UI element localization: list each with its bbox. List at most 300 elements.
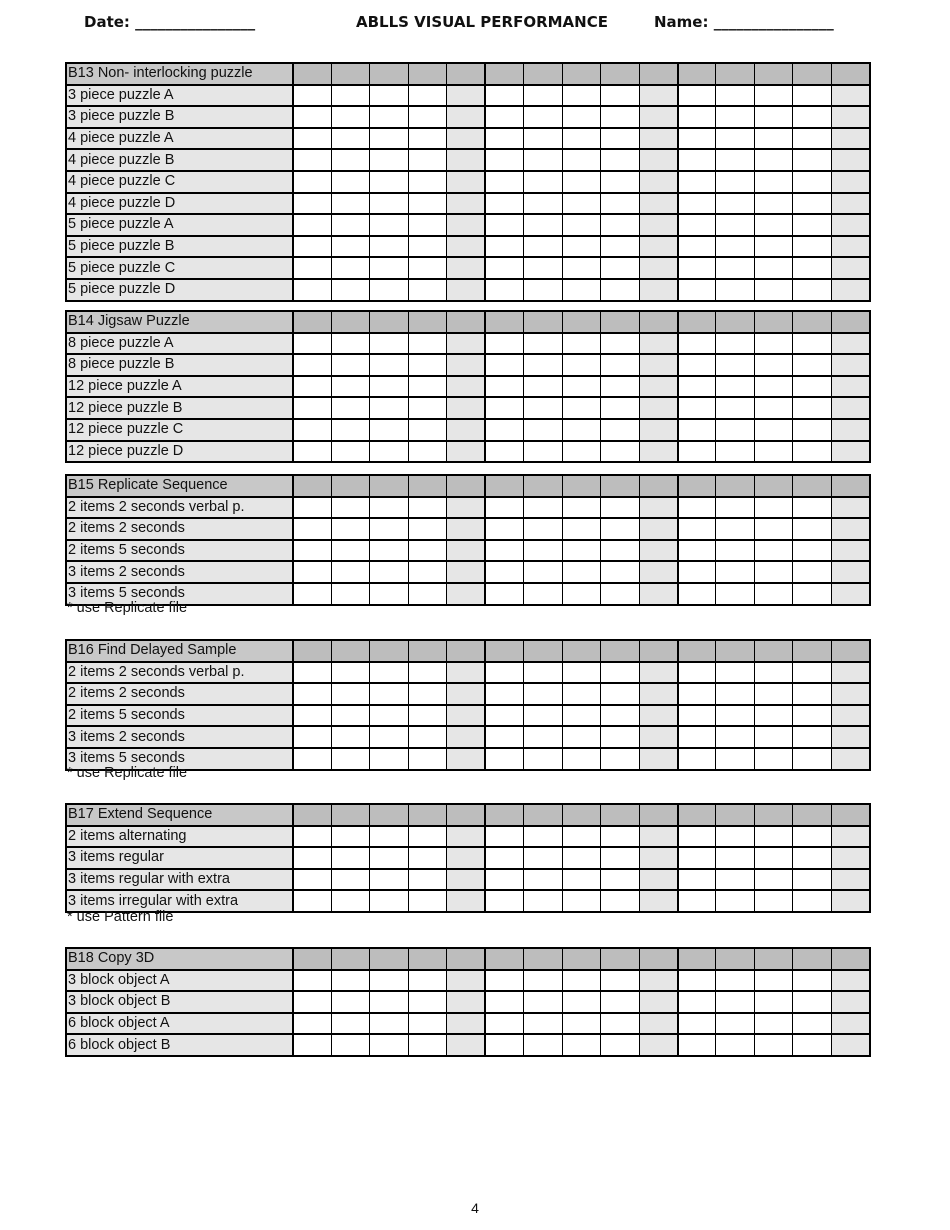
score-cell[interactable]	[754, 518, 792, 540]
score-cell[interactable]	[370, 869, 408, 891]
score-cell[interactable]	[601, 705, 639, 727]
score-cell[interactable]	[293, 1034, 331, 1056]
score-cell[interactable]	[524, 214, 562, 236]
score-cell[interactable]	[485, 540, 523, 562]
score-cell[interactable]	[485, 583, 523, 605]
score-cell[interactable]	[524, 662, 562, 684]
score-cell[interactable]	[485, 726, 523, 748]
score-cell[interactable]	[370, 441, 408, 463]
score-cell[interactable]	[754, 106, 792, 128]
score-cell[interactable]	[331, 583, 369, 605]
score-cell[interactable]	[293, 333, 331, 355]
score-cell[interactable]	[331, 991, 369, 1013]
score-cell[interactable]	[601, 826, 639, 848]
score-cell[interactable]	[293, 475, 331, 497]
score-cell[interactable]	[408, 1034, 446, 1056]
score-cell[interactable]	[831, 441, 870, 463]
score-cell[interactable]	[524, 869, 562, 891]
score-cell[interactable]	[447, 991, 485, 1013]
score-cell[interactable]	[447, 726, 485, 748]
score-cell[interactable]	[524, 561, 562, 583]
score-cell[interactable]	[447, 662, 485, 684]
score-cell[interactable]	[370, 804, 408, 826]
score-cell[interactable]	[293, 970, 331, 992]
score-cell[interactable]	[447, 826, 485, 848]
score-cell[interactable]	[601, 869, 639, 891]
score-cell[interactable]	[754, 397, 792, 419]
score-cell[interactable]	[485, 354, 523, 376]
score-cell[interactable]	[716, 847, 754, 869]
score-cell[interactable]	[370, 85, 408, 107]
score-cell[interactable]	[485, 441, 523, 463]
score-cell[interactable]	[754, 991, 792, 1013]
score-cell[interactable]	[524, 970, 562, 992]
score-cell[interactable]	[331, 354, 369, 376]
score-cell[interactable]	[601, 193, 639, 215]
score-cell[interactable]	[793, 826, 831, 848]
score-cell[interactable]	[408, 333, 446, 355]
score-cell[interactable]	[601, 419, 639, 441]
score-cell[interactable]	[408, 826, 446, 848]
score-cell[interactable]	[754, 826, 792, 848]
score-cell[interactable]	[678, 970, 716, 992]
score-cell[interactable]	[524, 497, 562, 519]
score-cell[interactable]	[331, 748, 369, 770]
score-cell[interactable]	[639, 640, 677, 662]
score-cell[interactable]	[562, 1013, 600, 1035]
score-cell[interactable]	[716, 869, 754, 891]
score-cell[interactable]	[678, 85, 716, 107]
score-cell[interactable]	[370, 354, 408, 376]
score-cell[interactable]	[601, 748, 639, 770]
score-cell[interactable]	[754, 214, 792, 236]
score-cell[interactable]	[716, 128, 754, 150]
score-cell[interactable]	[524, 279, 562, 301]
score-cell[interactable]	[831, 948, 870, 970]
score-cell[interactable]	[716, 748, 754, 770]
score-cell[interactable]	[793, 948, 831, 970]
score-cell[interactable]	[831, 991, 870, 1013]
score-cell[interactable]	[370, 890, 408, 912]
score-cell[interactable]	[562, 333, 600, 355]
score-cell[interactable]	[370, 662, 408, 684]
score-cell[interactable]	[447, 376, 485, 398]
score-cell[interactable]	[293, 847, 331, 869]
score-cell[interactable]	[370, 279, 408, 301]
score-cell[interactable]	[639, 518, 677, 540]
score-cell[interactable]	[601, 85, 639, 107]
score-cell[interactable]	[793, 475, 831, 497]
score-cell[interactable]	[447, 540, 485, 562]
score-cell[interactable]	[293, 726, 331, 748]
score-cell[interactable]	[754, 333, 792, 355]
score-cell[interactable]	[331, 106, 369, 128]
score-cell[interactable]	[793, 257, 831, 279]
score-cell[interactable]	[293, 1013, 331, 1035]
score-cell[interactable]	[601, 991, 639, 1013]
score-cell[interactable]	[331, 847, 369, 869]
score-cell[interactable]	[793, 583, 831, 605]
score-cell[interactable]	[716, 948, 754, 970]
score-cell[interactable]	[408, 279, 446, 301]
score-cell[interactable]	[331, 214, 369, 236]
score-cell[interactable]	[639, 193, 677, 215]
score-cell[interactable]	[370, 518, 408, 540]
score-cell[interactable]	[370, 376, 408, 398]
score-cell[interactable]	[678, 376, 716, 398]
score-cell[interactable]	[524, 991, 562, 1013]
score-cell[interactable]	[678, 149, 716, 171]
score-cell[interactable]	[716, 397, 754, 419]
score-cell[interactable]	[831, 149, 870, 171]
score-cell[interactable]	[678, 991, 716, 1013]
score-cell[interactable]	[408, 63, 446, 85]
score-cell[interactable]	[370, 397, 408, 419]
score-cell[interactable]	[485, 128, 523, 150]
score-cell[interactable]	[331, 236, 369, 258]
score-cell[interactable]	[408, 106, 446, 128]
score-cell[interactable]	[408, 236, 446, 258]
score-cell[interactable]	[524, 804, 562, 826]
score-cell[interactable]	[678, 106, 716, 128]
score-cell[interactable]	[447, 419, 485, 441]
score-cell[interactable]	[601, 333, 639, 355]
score-cell[interactable]	[485, 890, 523, 912]
score-cell[interactable]	[370, 540, 408, 562]
score-cell[interactable]	[370, 948, 408, 970]
score-cell[interactable]	[793, 540, 831, 562]
score-cell[interactable]	[639, 419, 677, 441]
score-cell[interactable]	[562, 128, 600, 150]
score-cell[interactable]	[562, 518, 600, 540]
score-cell[interactable]	[562, 311, 600, 333]
score-cell[interactable]	[331, 279, 369, 301]
score-cell[interactable]	[485, 85, 523, 107]
score-cell[interactable]	[447, 128, 485, 150]
score-cell[interactable]	[447, 683, 485, 705]
score-cell[interactable]	[754, 705, 792, 727]
score-cell[interactable]	[562, 63, 600, 85]
score-cell[interactable]	[716, 279, 754, 301]
score-cell[interactable]	[524, 683, 562, 705]
score-cell[interactable]	[831, 236, 870, 258]
score-cell[interactable]	[408, 948, 446, 970]
score-cell[interactable]	[370, 1034, 408, 1056]
score-cell[interactable]	[831, 1034, 870, 1056]
score-cell[interactable]	[793, 128, 831, 150]
score-cell[interactable]	[716, 214, 754, 236]
score-cell[interactable]	[754, 683, 792, 705]
score-cell[interactable]	[754, 85, 792, 107]
score-cell[interactable]	[601, 311, 639, 333]
score-cell[interactable]	[678, 518, 716, 540]
score-cell[interactable]	[793, 441, 831, 463]
score-cell[interactable]	[678, 948, 716, 970]
score-cell[interactable]	[678, 890, 716, 912]
score-cell[interactable]	[562, 354, 600, 376]
score-cell[interactable]	[524, 948, 562, 970]
score-cell[interactable]	[678, 748, 716, 770]
score-cell[interactable]	[293, 948, 331, 970]
score-cell[interactable]	[793, 311, 831, 333]
score-cell[interactable]	[601, 279, 639, 301]
score-cell[interactable]	[562, 193, 600, 215]
score-cell[interactable]	[793, 1013, 831, 1035]
score-cell[interactable]	[408, 804, 446, 826]
score-cell[interactable]	[716, 662, 754, 684]
score-cell[interactable]	[447, 106, 485, 128]
score-cell[interactable]	[331, 804, 369, 826]
score-cell[interactable]	[831, 804, 870, 826]
score-cell[interactable]	[831, 826, 870, 848]
score-cell[interactable]	[447, 85, 485, 107]
score-cell[interactable]	[447, 804, 485, 826]
score-cell[interactable]	[293, 890, 331, 912]
score-cell[interactable]	[370, 236, 408, 258]
score-cell[interactable]	[754, 354, 792, 376]
score-cell[interactable]	[754, 662, 792, 684]
score-cell[interactable]	[639, 214, 677, 236]
score-cell[interactable]	[562, 540, 600, 562]
score-cell[interactable]	[754, 441, 792, 463]
score-cell[interactable]	[370, 311, 408, 333]
score-cell[interactable]	[485, 748, 523, 770]
score-cell[interactable]	[716, 236, 754, 258]
score-cell[interactable]	[293, 583, 331, 605]
score-cell[interactable]	[485, 804, 523, 826]
score-cell[interactable]	[639, 397, 677, 419]
score-cell[interactable]	[793, 214, 831, 236]
score-cell[interactable]	[601, 683, 639, 705]
score-cell[interactable]	[601, 171, 639, 193]
score-cell[interactable]	[831, 171, 870, 193]
score-cell[interactable]	[447, 311, 485, 333]
score-cell[interactable]	[678, 475, 716, 497]
score-cell[interactable]	[524, 149, 562, 171]
score-cell[interactable]	[447, 149, 485, 171]
score-cell[interactable]	[408, 640, 446, 662]
score-cell[interactable]	[831, 640, 870, 662]
score-cell[interactable]	[793, 847, 831, 869]
score-cell[interactable]	[639, 106, 677, 128]
score-cell[interactable]	[639, 333, 677, 355]
score-cell[interactable]	[793, 419, 831, 441]
score-cell[interactable]	[601, 475, 639, 497]
score-cell[interactable]	[793, 171, 831, 193]
score-cell[interactable]	[793, 193, 831, 215]
score-cell[interactable]	[678, 662, 716, 684]
score-cell[interactable]	[485, 1013, 523, 1035]
score-cell[interactable]	[447, 869, 485, 891]
score-cell[interactable]	[293, 540, 331, 562]
score-cell[interactable]	[293, 279, 331, 301]
score-cell[interactable]	[293, 128, 331, 150]
score-cell[interactable]	[716, 85, 754, 107]
score-cell[interactable]	[408, 85, 446, 107]
score-cell[interactable]	[754, 257, 792, 279]
score-cell[interactable]	[831, 85, 870, 107]
score-cell[interactable]	[447, 705, 485, 727]
score-cell[interactable]	[793, 869, 831, 891]
score-cell[interactable]	[831, 257, 870, 279]
score-cell[interactable]	[370, 128, 408, 150]
score-cell[interactable]	[831, 561, 870, 583]
score-cell[interactable]	[447, 279, 485, 301]
score-cell[interactable]	[447, 561, 485, 583]
score-cell[interactable]	[447, 890, 485, 912]
score-cell[interactable]	[793, 397, 831, 419]
score-cell[interactable]	[716, 518, 754, 540]
score-cell[interactable]	[562, 826, 600, 848]
score-cell[interactable]	[831, 847, 870, 869]
score-cell[interactable]	[485, 397, 523, 419]
score-cell[interactable]	[331, 948, 369, 970]
score-cell[interactable]	[447, 475, 485, 497]
score-cell[interactable]	[331, 705, 369, 727]
score-cell[interactable]	[639, 171, 677, 193]
score-cell[interactable]	[408, 497, 446, 519]
score-cell[interactable]	[524, 85, 562, 107]
score-cell[interactable]	[485, 561, 523, 583]
score-cell[interactable]	[831, 376, 870, 398]
score-cell[interactable]	[331, 561, 369, 583]
score-cell[interactable]	[524, 311, 562, 333]
score-cell[interactable]	[831, 540, 870, 562]
score-cell[interactable]	[562, 662, 600, 684]
score-cell[interactable]	[793, 991, 831, 1013]
score-cell[interactable]	[562, 1034, 600, 1056]
score-cell[interactable]	[716, 333, 754, 355]
score-cell[interactable]	[562, 748, 600, 770]
score-cell[interactable]	[754, 376, 792, 398]
score-cell[interactable]	[408, 991, 446, 1013]
score-cell[interactable]	[793, 106, 831, 128]
score-cell[interactable]	[754, 804, 792, 826]
score-cell[interactable]	[447, 214, 485, 236]
score-cell[interactable]	[678, 683, 716, 705]
score-cell[interactable]	[754, 63, 792, 85]
score-cell[interactable]	[562, 869, 600, 891]
score-cell[interactable]	[408, 193, 446, 215]
score-cell[interactable]	[447, 518, 485, 540]
score-cell[interactable]	[831, 705, 870, 727]
score-cell[interactable]	[639, 705, 677, 727]
score-cell[interactable]	[716, 1034, 754, 1056]
score-cell[interactable]	[754, 726, 792, 748]
score-cell[interactable]	[293, 214, 331, 236]
score-cell[interactable]	[485, 419, 523, 441]
score-cell[interactable]	[524, 518, 562, 540]
score-cell[interactable]	[293, 662, 331, 684]
score-cell[interactable]	[754, 149, 792, 171]
score-cell[interactable]	[793, 726, 831, 748]
score-cell[interactable]	[639, 890, 677, 912]
score-cell[interactable]	[485, 106, 523, 128]
score-cell[interactable]	[793, 683, 831, 705]
score-cell[interactable]	[716, 171, 754, 193]
score-cell[interactable]	[562, 948, 600, 970]
score-cell[interactable]	[793, 376, 831, 398]
score-cell[interactable]	[331, 63, 369, 85]
score-cell[interactable]	[293, 354, 331, 376]
score-cell[interactable]	[601, 128, 639, 150]
score-cell[interactable]	[331, 640, 369, 662]
score-cell[interactable]	[793, 149, 831, 171]
score-cell[interactable]	[331, 890, 369, 912]
score-cell[interactable]	[485, 214, 523, 236]
score-cell[interactable]	[370, 1013, 408, 1035]
score-cell[interactable]	[485, 311, 523, 333]
score-cell[interactable]	[793, 890, 831, 912]
score-cell[interactable]	[716, 970, 754, 992]
score-cell[interactable]	[447, 193, 485, 215]
score-cell[interactable]	[716, 311, 754, 333]
score-cell[interactable]	[562, 804, 600, 826]
score-cell[interactable]	[754, 279, 792, 301]
score-cell[interactable]	[524, 193, 562, 215]
score-cell[interactable]	[639, 826, 677, 848]
score-cell[interactable]	[447, 640, 485, 662]
score-cell[interactable]	[716, 354, 754, 376]
score-cell[interactable]	[678, 214, 716, 236]
score-cell[interactable]	[370, 63, 408, 85]
score-cell[interactable]	[639, 149, 677, 171]
score-cell[interactable]	[293, 441, 331, 463]
score-cell[interactable]	[678, 1034, 716, 1056]
score-cell[interactable]	[831, 475, 870, 497]
score-cell[interactable]	[716, 804, 754, 826]
score-cell[interactable]	[601, 397, 639, 419]
score-cell[interactable]	[293, 869, 331, 891]
score-cell[interactable]	[639, 1034, 677, 1056]
score-cell[interactable]	[485, 376, 523, 398]
score-cell[interactable]	[831, 106, 870, 128]
score-cell[interactable]	[408, 214, 446, 236]
score-cell[interactable]	[447, 236, 485, 258]
score-cell[interactable]	[831, 128, 870, 150]
score-cell[interactable]	[485, 279, 523, 301]
score-cell[interactable]	[562, 236, 600, 258]
score-cell[interactable]	[370, 748, 408, 770]
score-cell[interactable]	[408, 518, 446, 540]
score-cell[interactable]	[678, 236, 716, 258]
score-cell[interactable]	[485, 257, 523, 279]
score-cell[interactable]	[716, 705, 754, 727]
score-cell[interactable]	[601, 948, 639, 970]
score-cell[interactable]	[331, 419, 369, 441]
score-cell[interactable]	[370, 214, 408, 236]
score-cell[interactable]	[716, 149, 754, 171]
score-cell[interactable]	[293, 193, 331, 215]
score-cell[interactable]	[831, 583, 870, 605]
score-cell[interactable]	[485, 970, 523, 992]
score-cell[interactable]	[524, 419, 562, 441]
score-cell[interactable]	[293, 991, 331, 1013]
score-cell[interactable]	[408, 748, 446, 770]
score-cell[interactable]	[562, 726, 600, 748]
score-cell[interactable]	[408, 397, 446, 419]
score-cell[interactable]	[370, 561, 408, 583]
score-cell[interactable]	[370, 847, 408, 869]
score-cell[interactable]	[447, 1013, 485, 1035]
score-cell[interactable]	[754, 869, 792, 891]
score-cell[interactable]	[831, 311, 870, 333]
score-cell[interactable]	[678, 63, 716, 85]
score-cell[interactable]	[408, 540, 446, 562]
score-cell[interactable]	[639, 128, 677, 150]
score-cell[interactable]	[793, 518, 831, 540]
score-cell[interactable]	[370, 149, 408, 171]
